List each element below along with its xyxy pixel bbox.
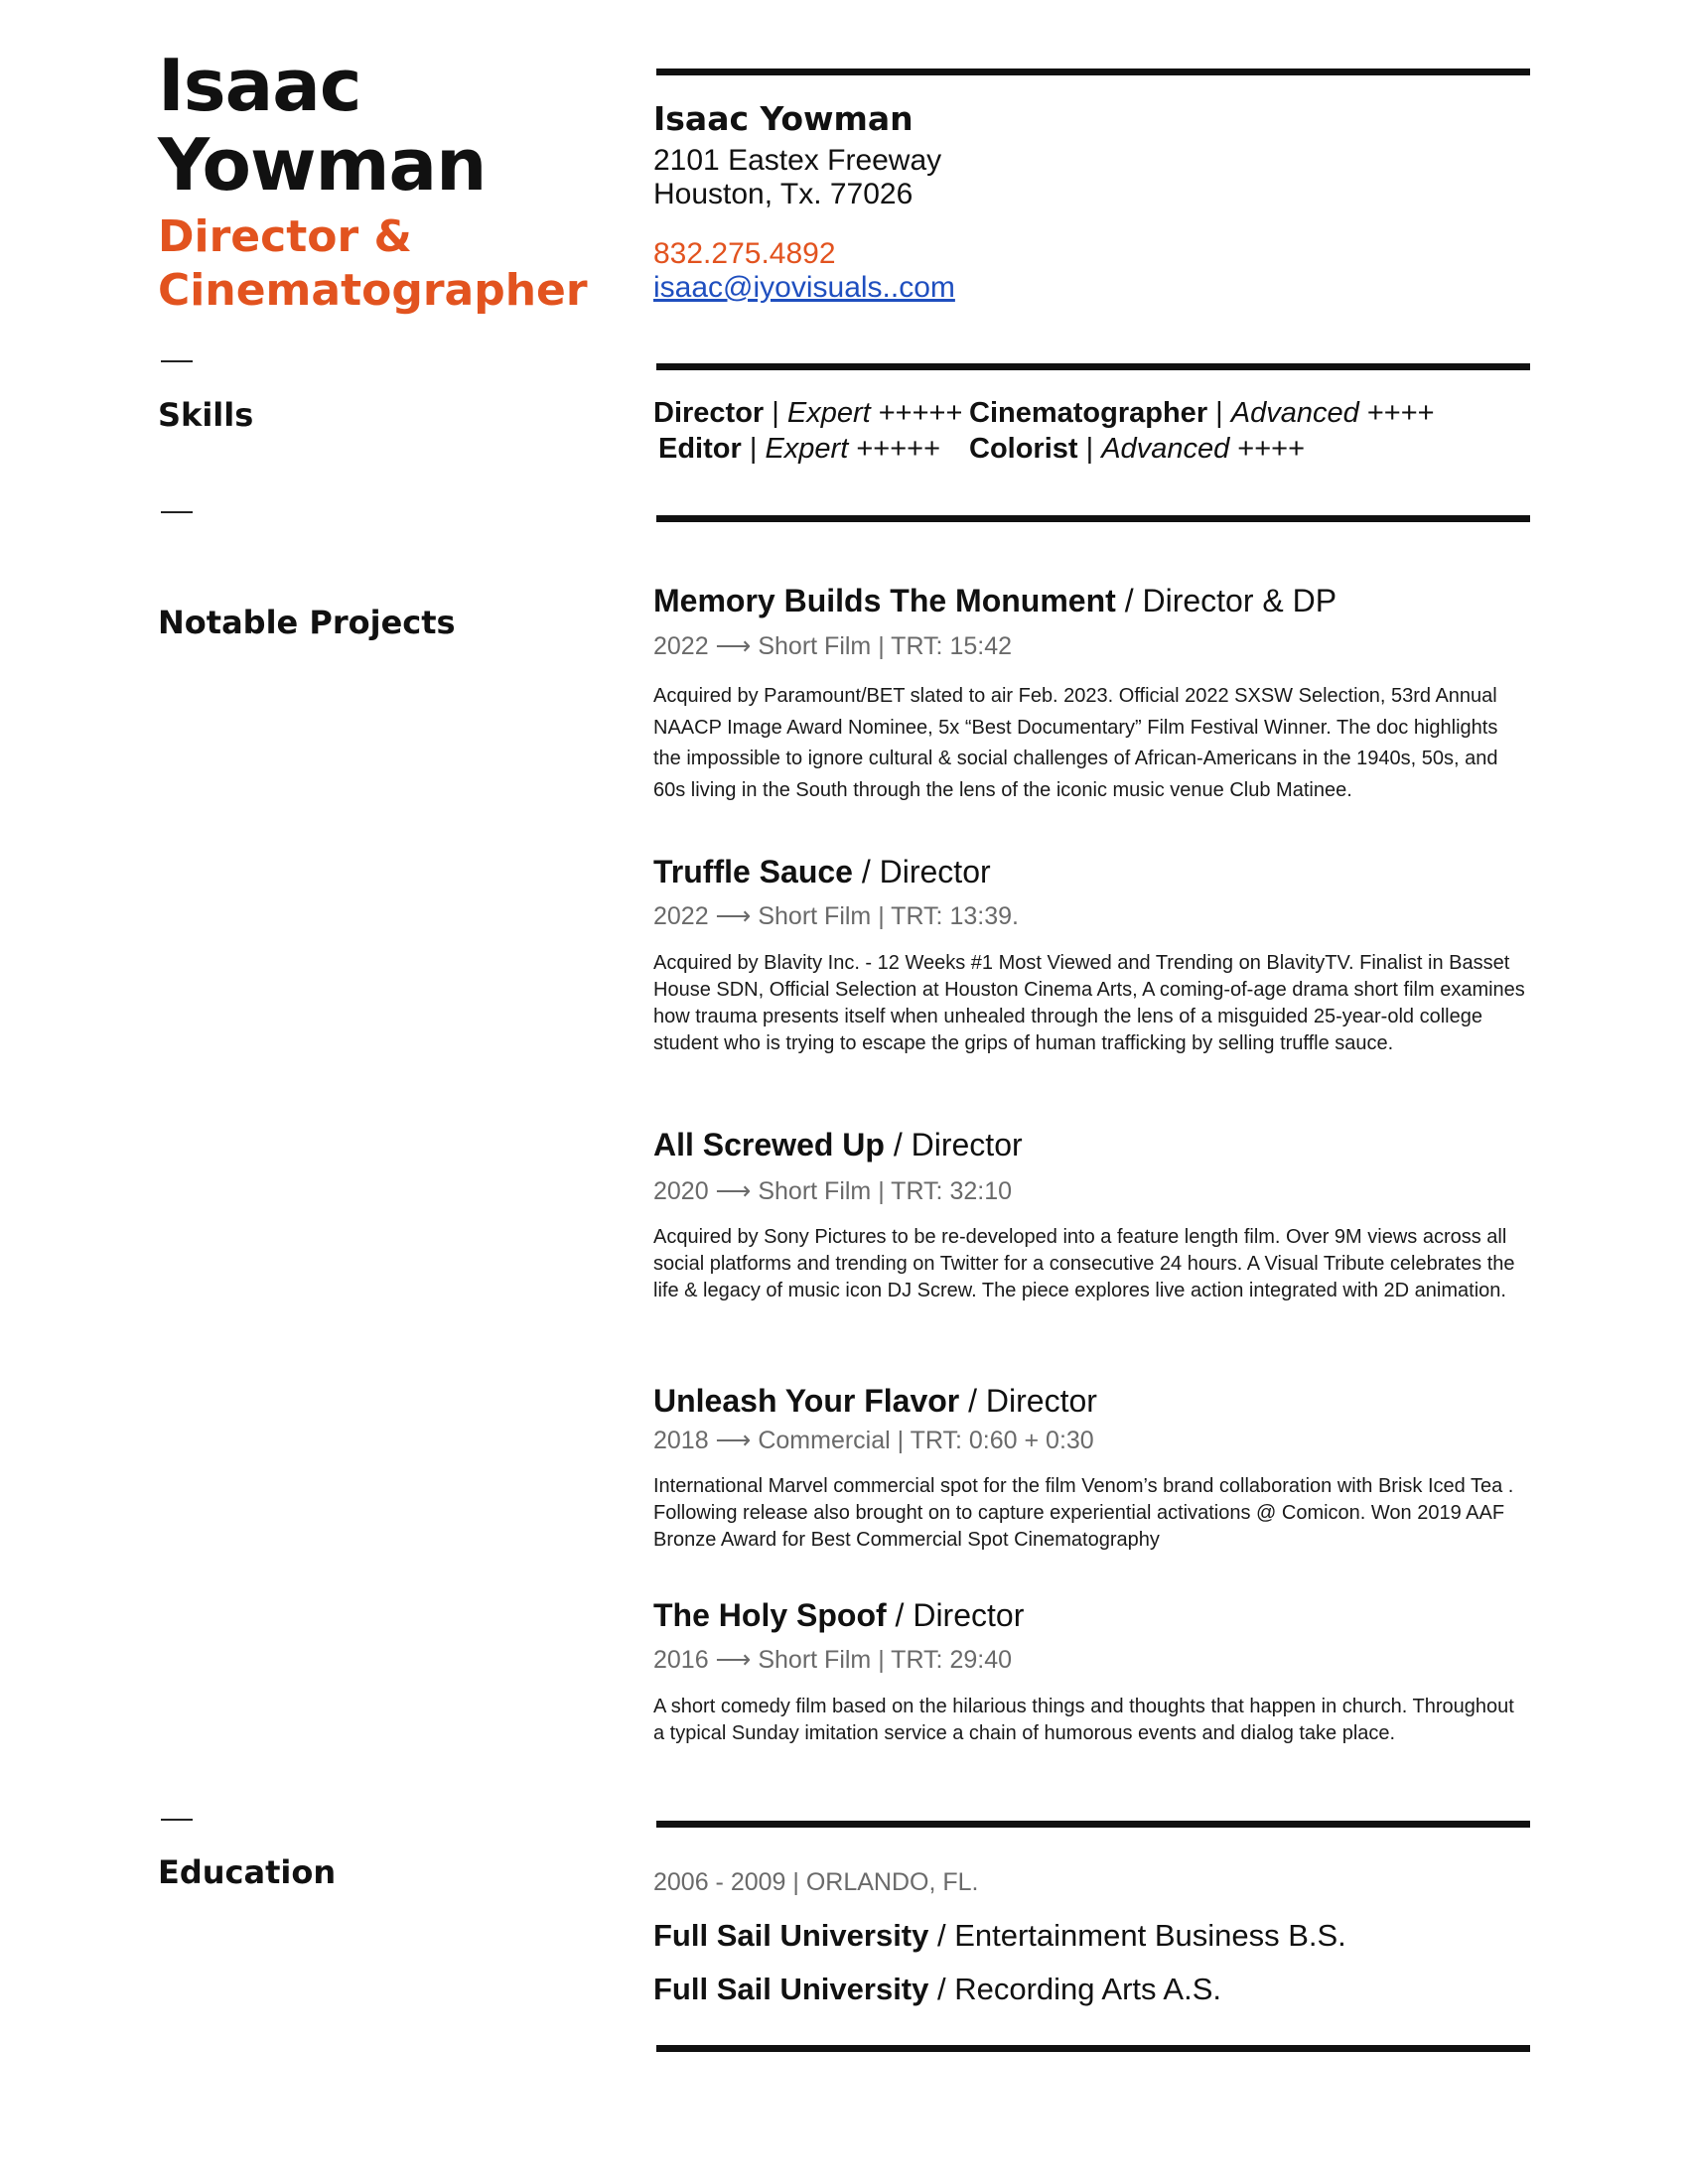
skill-name: Editor bbox=[658, 433, 742, 465]
project-role: / Director bbox=[884, 1127, 1023, 1162]
project-role: / Director & DP bbox=[1115, 583, 1337, 618]
skill-rating: +++++ bbox=[848, 433, 941, 465]
skill-editor bbox=[658, 431, 940, 467]
project-title: Memory Builds The Monument bbox=[653, 583, 1116, 618]
project-description: Acquired by Paramount/BET slated to air Feb. 2023. Official 2022 SXSW Selection, 53rd Annual NAACP Image Award Nominee, 5x “Best Documentary” Film Festival Winner. The doc highlights the impossible to ignore cultural & social challenges of African-Americans in the 1940s, 50s, and 60s living in the South through the lens of the iconic music venue Club Matinee. bbox=[653, 685, 1498, 801]
skill-director bbox=[653, 395, 962, 431]
skills-heading: Skills bbox=[158, 396, 254, 434]
degree-line bbox=[653, 1970, 1221, 2009]
degree-program: / Recording Arts A.S. bbox=[928, 1972, 1222, 2006]
project-description: A short comedy film based on the hilarious things and thoughts that happen in church. Throughout a typical Sunday imitation service a chain of humorous events and dialog take place. bbox=[653, 1696, 1514, 1744]
degree-line bbox=[653, 1916, 1346, 1956]
project-description: International Marvel commercial spot for the film Venom’s brand collaboration with Brisk Iced Tea . Following release also brought on to capture experiential activations @ Comicon. Won 2019 AAF Bronze Award for Best Commercial Spot Cinematography bbox=[653, 1475, 1514, 1551]
skill-separator: | bbox=[764, 397, 787, 429]
project-meta: 2016 ⟶ Short Film | TRT: 29:40 bbox=[653, 1646, 1013, 1674]
skill-level: Advanced bbox=[1101, 433, 1230, 465]
project-role: / Director bbox=[886, 1597, 1025, 1633]
project-meta: 2022 ⟶ Short Film | TRT: 15:42 bbox=[653, 632, 1013, 660]
project-meta: 2020 ⟶ Short Film | TRT: 32:10 bbox=[653, 1177, 1013, 1205]
project-description: Acquired by Blavity Inc. - 12 Weeks #1 Most Viewed and Trending on BlavityTV. Finalist in Basset House SDN, Official Selection at Houston Cinema Arts, A coming-of-age drama short film examines how trauma presents itself when unhealed through the lens of a misguided 25-year-old college student who is trying to escape the grips of human trafficking by selling truffle sauce. bbox=[653, 952, 1525, 1054]
education-meta: 2006 - 2009 | ORLANDO, FL. bbox=[653, 1868, 979, 1896]
project-title-line bbox=[653, 1125, 1023, 1164]
skill-name: Director bbox=[653, 397, 765, 429]
skill-cinematographer bbox=[969, 395, 1435, 431]
contact-name: Isaac Yowman bbox=[653, 99, 914, 138]
project-title-line bbox=[653, 852, 991, 891]
project-title: Unleash Your Flavor bbox=[653, 1383, 960, 1419]
address-line-1: 2101 Eastex Freeway bbox=[653, 144, 942, 177]
project-title-line bbox=[653, 1595, 1024, 1635]
skill-separator: | bbox=[1207, 397, 1231, 429]
project-title: The Holy Spoof bbox=[653, 1597, 887, 1633]
project-title: Truffle Sauce bbox=[653, 854, 853, 889]
skills-divider-dash bbox=[161, 360, 193, 362]
skill-rating: ++++ bbox=[1358, 397, 1435, 429]
education-bottom-rule bbox=[656, 2045, 1530, 2052]
school-name: Full Sail University bbox=[653, 1918, 929, 1953]
degree-program: / Entertainment Business B.S. bbox=[928, 1918, 1346, 1953]
skill-name: Cinematographer bbox=[969, 397, 1208, 429]
project-title-line bbox=[653, 581, 1336, 620]
education-heading: Education bbox=[158, 1853, 337, 1891]
school-name: Full Sail University bbox=[653, 1972, 929, 2006]
project-meta: 2022 ⟶ Short Film | TRT: 13:39. bbox=[653, 902, 1019, 930]
email-link[interactable]: isaac@iyovisuals..com bbox=[653, 271, 955, 304]
projects-divider-dash bbox=[161, 511, 193, 513]
skill-level: Advanced bbox=[1230, 397, 1359, 429]
projects-heading: Notable Projects bbox=[158, 604, 456, 641]
last-name: Yowman bbox=[158, 123, 487, 206]
project-meta: 2018 ⟶ Commercial | TRT: 0:60 + 0:30 bbox=[653, 1427, 1094, 1454]
skills-top-rule bbox=[656, 363, 1530, 370]
skill-rating: +++++ bbox=[870, 397, 963, 429]
phone-number: 832.275.4892 bbox=[653, 237, 836, 270]
education-divider-dash bbox=[161, 1819, 193, 1821]
skill-level: Expert bbox=[765, 433, 849, 465]
project-role: / Director bbox=[852, 854, 991, 889]
skill-separator: | bbox=[1077, 433, 1102, 465]
project-title-line bbox=[653, 1381, 1097, 1421]
skill-name: Colorist bbox=[969, 433, 1078, 465]
top-rule bbox=[656, 68, 1530, 75]
skill-colorist bbox=[969, 431, 1305, 467]
skill-rating: ++++ bbox=[1229, 433, 1306, 465]
role-line-2: Cinematographer bbox=[158, 265, 588, 316]
education-top-rule bbox=[656, 1821, 1530, 1828]
project-title: All Screwed Up bbox=[653, 1127, 885, 1162]
role-line-1: Director & bbox=[158, 211, 412, 262]
skill-level: Expert bbox=[786, 397, 871, 429]
project-description: Acquired by Sony Pictures to be re-developed into a feature length film. Over 9M views across all social platforms and trending on Twitter for a consecutive 24 hours. A Visual Tribute celebrates the life & legacy of music icon DJ Screw. The piece explores live action integrated with 2D animation. bbox=[653, 1226, 1515, 1301]
first-name: Isaac bbox=[158, 44, 361, 127]
skills-bottom-rule bbox=[656, 515, 1530, 522]
project-role: / Director bbox=[959, 1383, 1097, 1419]
skill-separator: | bbox=[741, 433, 766, 465]
address-line-2: Houston, Tx. 77026 bbox=[653, 178, 914, 210]
